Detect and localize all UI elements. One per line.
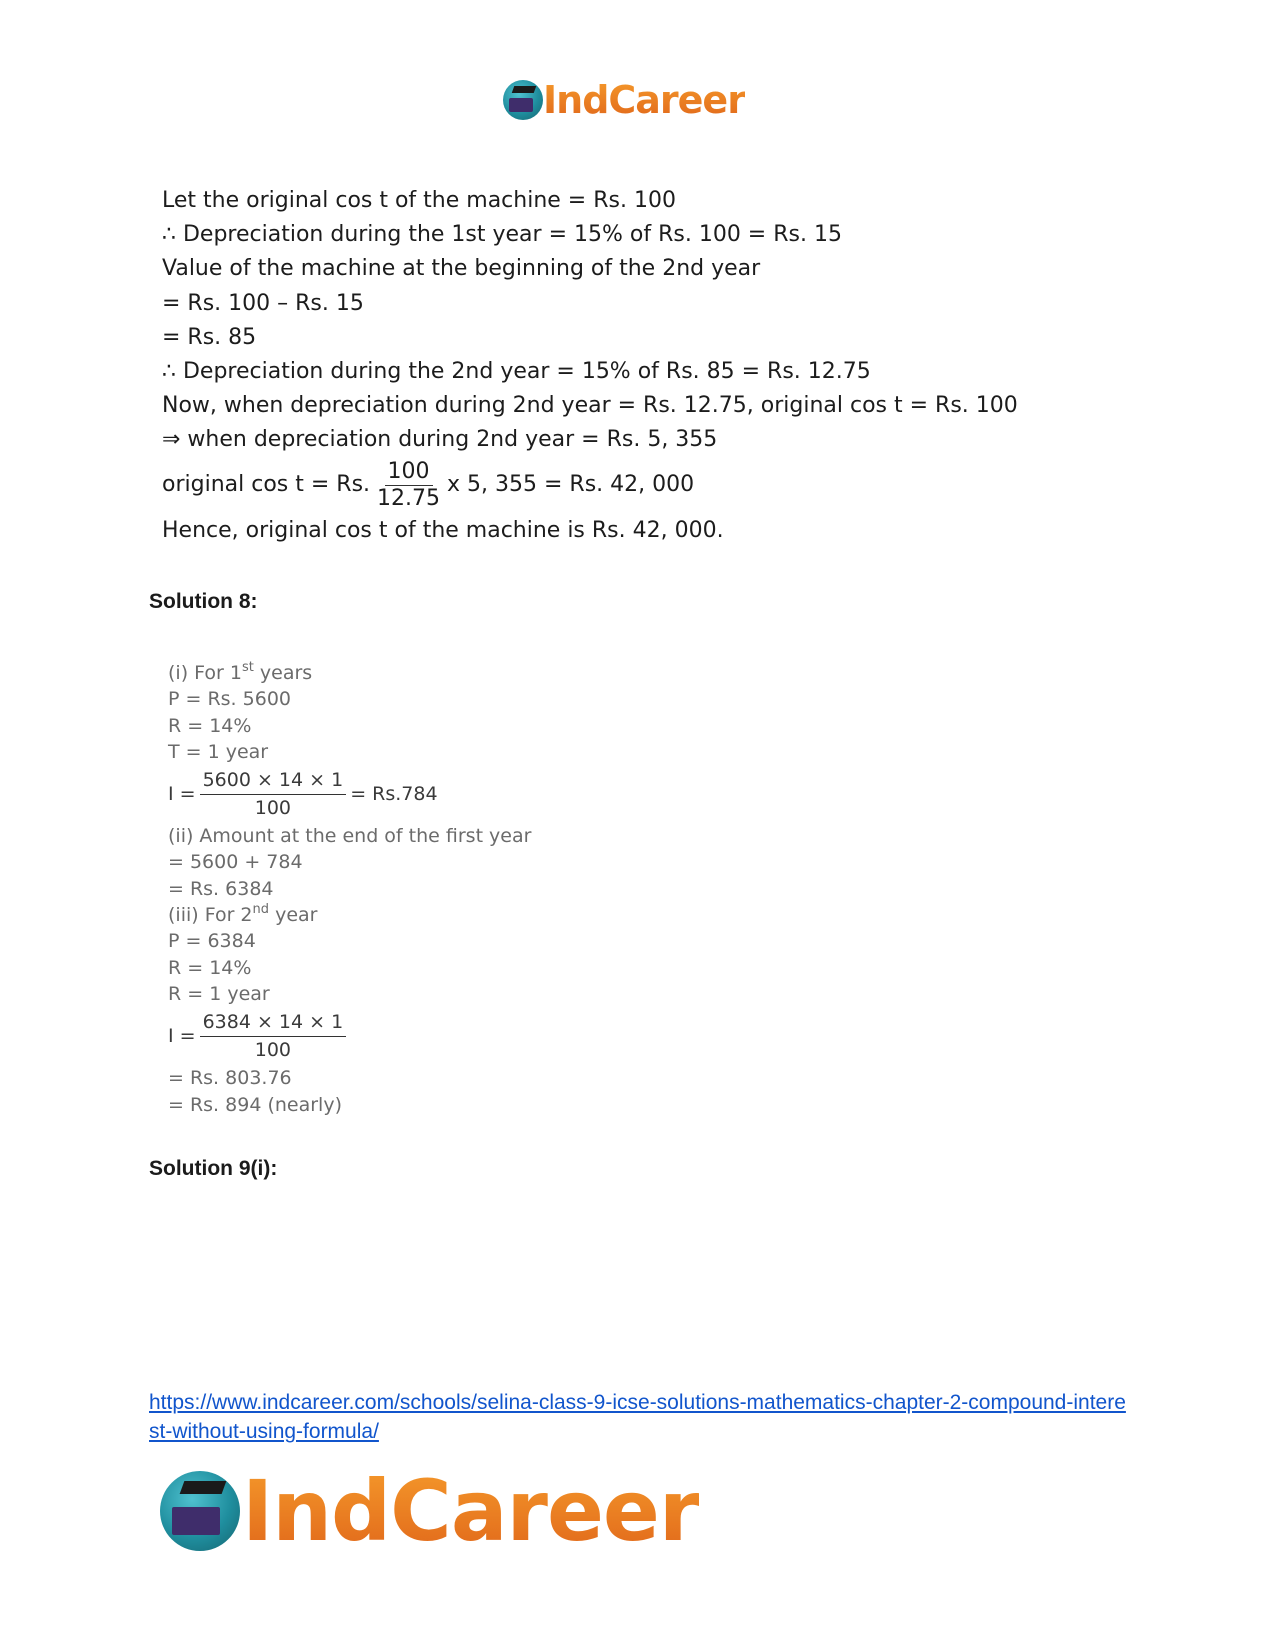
math-line: R = 1 year [168, 982, 270, 1005]
fraction-numerator: 6384 × 14 × 1 [200, 1009, 347, 1037]
solution-8-working [168, 660, 531, 1118]
conclusion-line: Hence, original cos t of the machine is Rs. 42, 000. [162, 517, 724, 543]
math-line: = Rs. 6384 [168, 877, 274, 900]
fraction [374, 459, 443, 512]
graduation-cap-book-icon [160, 1471, 240, 1551]
equation-rhs: = Rs.784 [350, 783, 438, 806]
math-line: = Rs. 803.76 [168, 1067, 292, 1090]
equation-lhs: I = [168, 1025, 196, 1048]
math-line: Now, when depreciation during 2nd year = Rs. 12.75, original cos t = Rs. 100 [162, 393, 1018, 419]
math-line: (iii) For 2nd year [168, 902, 318, 927]
graduation-cap-book-icon [503, 80, 543, 120]
math-line: R = 14% [168, 714, 252, 737]
original-cost-equation [162, 458, 1018, 514]
header-logo [503, 78, 745, 122]
math-line: = Rs. 85 [162, 324, 257, 350]
math-line: = Rs. 100 – Rs. 15 [162, 290, 364, 316]
math-line: R = 14% [168, 956, 252, 979]
math-line: (ii) Amount at the end of the first year [168, 825, 532, 848]
math-line: (i) For 1st years [168, 660, 313, 684]
depreciation-working [162, 184, 1018, 548]
fraction-numerator: 100 [385, 459, 433, 486]
math-line: T = 1 year [168, 740, 269, 763]
fraction-denominator: 100 [254, 796, 292, 819]
equation-lhs: I = [168, 783, 196, 806]
fraction [200, 1009, 347, 1064]
interest-equation-1 [168, 765, 531, 823]
fraction-denominator: 12.75 [377, 486, 441, 511]
math-line: = 5600 + 784 [168, 851, 303, 874]
math-line: = Rs. 894 (nearly) [168, 1093, 342, 1116]
fraction-denominator: 100 [254, 1038, 292, 1061]
math-line: Let the original cos t of the machine = Rs. 100 [162, 188, 676, 213]
math-line: P = 6384 [168, 930, 256, 953]
interest-equation-2 [168, 1007, 531, 1065]
footer-logo [160, 1462, 699, 1560]
math-line: ⇒ when depreciation during 2nd year = Rs. 5, 355 [162, 427, 718, 453]
fraction-numerator: 5600 × 14 × 1 [200, 767, 347, 795]
logo-text: IndCareer [543, 78, 745, 122]
logo-text: IndCareer [242, 1462, 700, 1560]
math-line: P = Rs. 5600 [168, 688, 291, 711]
equation-lhs: original cos t = Rs. [162, 472, 371, 498]
solution-8-heading: Solution 8: [149, 590, 258, 613]
equation-rhs: x 5, 355 = Rs. 42, 000 [447, 472, 695, 498]
source-link[interactable]: https://www.indcareer.com/schools/selina-class-9-icse-solutions-mathematics-chapter-2-compound-interest-without-using-formula/ [149, 1391, 1126, 1443]
fraction [200, 767, 347, 822]
solution-9-heading: Solution 9(i): [149, 1157, 278, 1180]
math-line: Value of the machine at the beginning of the 2nd year [162, 256, 761, 282]
math-line: ∴ Depreciation during the 1st year = 15% of Rs. 100 = Rs. 15 [162, 222, 842, 248]
math-line: ∴ Depreciation during the 2nd year = 15% of Rs. 85 = Rs. 12.75 [162, 358, 871, 384]
